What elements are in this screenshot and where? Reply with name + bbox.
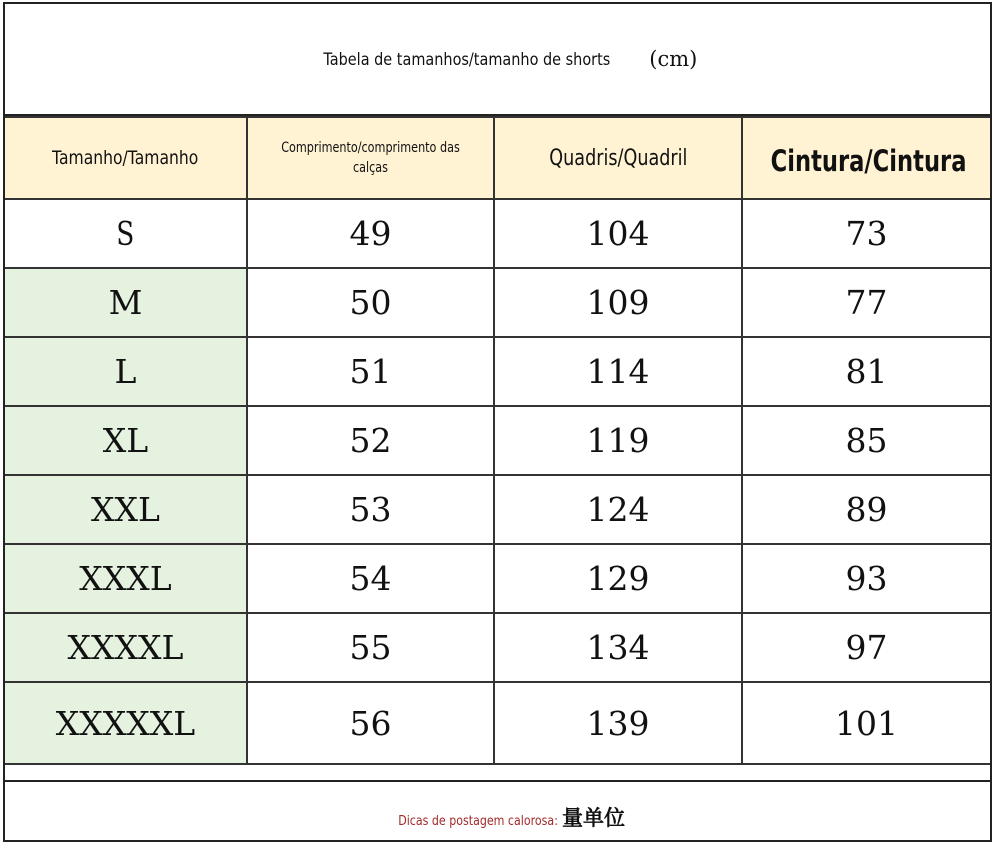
header-row (5, 117, 990, 199)
waist-cell: 85 (742, 406, 990, 475)
header-hips (494, 117, 742, 199)
size-table (5, 116, 990, 765)
waist-cell: 101 (742, 682, 990, 764)
size-cell: XXL (5, 475, 247, 544)
waist-cell: 81 (742, 337, 990, 406)
size-cell: S (5, 199, 247, 268)
footer-tips: Dicas de postagem calorosa: (398, 814, 558, 829)
waist-cell: 93 (742, 544, 990, 613)
hips-cell: 109 (494, 268, 742, 337)
table-row (5, 613, 990, 682)
header-waist-label: Cintura/Cintura (770, 144, 967, 178)
hips-cell: 129 (494, 544, 742, 613)
chart-title-unit: (cm) (649, 47, 698, 71)
length-cell: 54 (247, 544, 494, 613)
size-cell: XXXXXL (5, 682, 247, 764)
size-cell: XXXXL (5, 613, 247, 682)
hips-cell: 104 (494, 199, 742, 268)
header-length (247, 117, 494, 199)
length-cell: 55 (247, 613, 494, 682)
waist-cell: 73 (742, 199, 990, 268)
length-cell: 53 (247, 475, 494, 544)
header-length-label: Comprimento/comprimento das calças (281, 139, 460, 176)
hips-cell: 139 (494, 682, 742, 764)
length-cell: 51 (247, 337, 494, 406)
length-cell: 50 (247, 268, 494, 337)
length-cell: 52 (247, 406, 494, 475)
hips-cell: 134 (494, 613, 742, 682)
waist-cell: 77 (742, 268, 990, 337)
hips-cell: 114 (494, 337, 742, 406)
table-row (5, 544, 990, 613)
chart-title-text: Tabela de tamanhos/tamanho de shorts (322, 50, 610, 70)
size-chart (3, 2, 992, 842)
table-row (5, 475, 990, 544)
table-row (5, 268, 990, 337)
size-cell: XL (5, 406, 247, 475)
chart-title (5, 4, 990, 116)
header-waist (742, 117, 990, 199)
footer-text (370, 802, 625, 850)
header-size-label: Tamanho/Tamanho (52, 147, 199, 169)
table-row (5, 337, 990, 406)
length-cell: 56 (247, 682, 494, 764)
footer-note (5, 780, 990, 850)
hips-cell: 119 (494, 406, 742, 475)
waist-cell: 97 (742, 613, 990, 682)
table-row (5, 406, 990, 475)
table-row (5, 199, 990, 268)
header-size (5, 117, 247, 199)
footer-tips-cn: 量单位 (561, 806, 625, 830)
size-cell: XXXL (5, 544, 247, 613)
size-cell: L (5, 337, 247, 406)
table-row (5, 682, 990, 764)
hips-cell: 124 (494, 475, 742, 544)
header-hips-label: Quadris/Quadril (548, 145, 688, 171)
waist-cell: 89 (742, 475, 990, 544)
size-cell: M (5, 268, 247, 337)
length-cell: 49 (247, 199, 494, 268)
